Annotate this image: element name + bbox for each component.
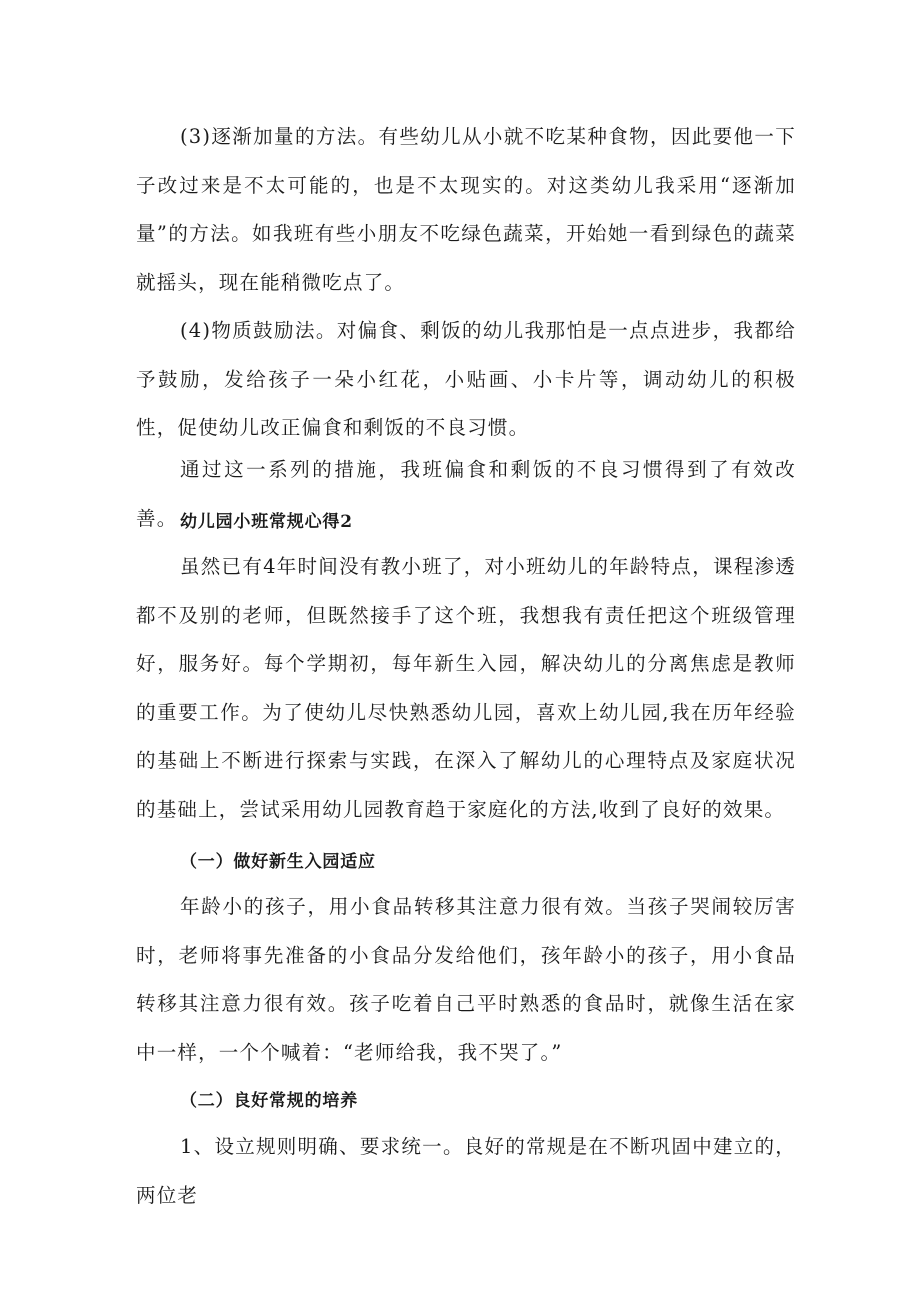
paragraph-gradual-increase: (3)逐渐加量的方法。有些幼儿从小就不吃某种食物，因此要他一下子改过来是不太可能的，也是不太现实的。对这类幼儿我采用“逐渐加量”的方法。如我班有些小朋友不吃绿色蔬菜，开始她一看到绿色的蔬菜就摇头，现在能稍微吃点了。 xyxy=(136,125,796,294)
paragraph-rules: 1、设立规则明确、要求统一。良好的常规是在不断巩固中建立的，两位老 xyxy=(136,1135,796,1207)
paragraph-summary: 通过这一系列的措施，我班偏食和剩饭的不良习惯得到了有效改善。 xyxy=(136,458,796,530)
subsection-title-adaptation: （一）做好新生入园适应 xyxy=(180,852,376,872)
paragraph-intro: 虽然已有4年时间没有教小班了，对小班幼儿的年龄特点，课程渗透都不及别的老师，但既然接手了这个班，我想我有责任把这个班级管理好，服务好。每个学期初，每年新生入园，解决幼儿的分离焦虑是教师的重要工作。为了使幼儿尽快熟悉幼儿园，喜欢上幼儿园,我在历年经验的基础上不断进行探索与实践，在深入了解幼儿的心理特点及家庭状况的基础上，尝试采用幼儿园教育趋于家庭化的方法,收到了良好的效果。 xyxy=(136,555,796,821)
section-title: 幼儿园小班常规心得2 xyxy=(180,512,353,532)
paragraph-snacks: 年龄小的孩子，用小食品转移其注意力很有效。当孩子哭闹较厉害时，老师将事先准备的小食品分发给他们，孩年龄小的孩子，用小食品转移其注意力很有效。孩子吃着自己平时熟悉的食品时，就像生活在家中一样，一个个喊着：“老师给我，我不哭了。” xyxy=(136,895,796,1064)
subsection-title-routine: （二）良好常规的培养 xyxy=(180,1091,358,1111)
paragraph-material-reward: (4)物质鼓励法。对偏食、剩饭的幼儿我那怕是一点点进步，我都给予鼓励，发给孩子一朵小红花，小贴画、小卡片等，调动幼儿的积极性，促使幼儿改正偏食和剩饭的不良习惯。 xyxy=(136,319,796,439)
